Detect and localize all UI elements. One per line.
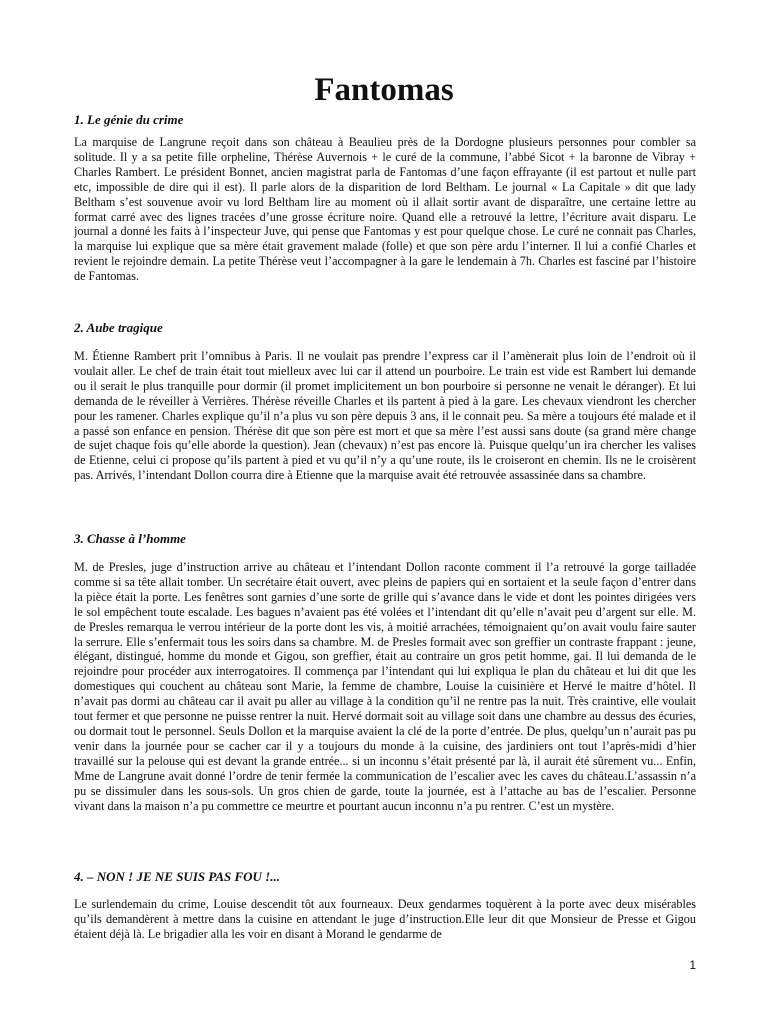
page-number: 1 (689, 958, 696, 972)
section-heading-1: 1. Le génie du crime (74, 112, 184, 127)
document-title: Fantomas (314, 72, 454, 108)
section-paragraph-2: M. Étienne Rambert prit l’omnibus à Paris. Il ne voulait pas prendre l’express car il l’amènerait plus loin de l’endroit où il voulait aller. Le chef de train était tout mielleux avec lui car il attend un pourboire. Le train est vide est Rambert lui demande ou il serait le plus tranquille pour dormir (il promet implicitement un bon pourboire si personne ne venait le déranger). Et lui demanda de le réveiller à Verrières. Thérèse réveille Charles et ils partent à pied à la gare. Les chevaux viendront les chercher pour les ramener. Charles explique qu’il n’a plus vu son père depuis 3 ans, il le connait peu. Sa mère a toujours été malade et il a passé son enfance en pension. Thérèse dit que son père est mort et que sa mère l’est aussi sans doute (sa grand mère change de sujet chaque fois qu’elle aborde la question). Jean (chevaux) n’est pas encore là. Puisque quelqu’un ira chercher les valises de Etienne, celui ci propose qu’ils partent à pied et vu qu’il n’y a qu’une route, ils le croiseront en chemin. Ils ne le croisèrent pas. Arrivés, l’intendant Dollon courra dire à Etienne que la marquise avait été retrouvée assassinée dans sa chambre. (74, 349, 696, 483)
section-paragraph-4: Le surlendemain du crime, Louise descendit tôt aux fourneaux. Deux gendarmes toquèrent à la porte avec deux misérables qu’ils demandèrent à mettre dans la cuisine en attendant le juge d’instruction.Elle leur dit que Monsieur de Presse et Gigou étaient déjà là. Le brigadier alla les voir en disant à Morand le gendarme de (74, 897, 696, 941)
section-heading-3: 3. Chasse à l’homme (74, 531, 186, 546)
section-heading-2: 2. Aube tragique (74, 320, 163, 335)
section-heading-4: 4. – NON ! JE NE SUIS PAS FOU !... (74, 869, 280, 884)
section-paragraph-1: La marquise de Langrune reçoit dans son château à Beaulieu près de la Dordogne plusieurs personnes pour combler sa solitude. Il y a sa petite fille orpheline, Thérèse Auvernois + le curé de la commune, l’abbé Sicot + la baronne de Vibray + Charles Rambert. Le président Bonnet, ancien magistrat parla de Fantomas d’une façon effrayante (il est partout et nulle part etc, impossible de dire qui il est). Il parle alors de la disparition de lord Beltham. Le journal « La Capitale » dit que lady Beltham s’est souvenue avoir vu lord Beltham lire au moment où il allait sortir avant de disparaître, une certaine lettre au format carré avec des lignes tracées d’une grosse écriture noire. Quand elle a retrouvé la lettre, l’écriture avait disparu. Le journal a donné les faits à l’inspecteur Juve, qui pense que Fantomas y est pour quelque chose. Le curé ne connait pas Charles, la marquise lui explique que sa mère était gravement malade (folle) et que son père ardu l’interner. Il lui a confié Charles et revient le rejoindre demain. La petite Thérèse veut l’accompagner à la gare le lendemain à 7h. Charles est fasciné par l’histoire de Fantomas. (74, 135, 696, 284)
section-paragraph-3: M. de Presles, juge d’instruction arrive au château et l’intendant Dollon raconte comment il l’a retrouvé la gorge tailladée comme si sa tête allait tomber. Un secrétaire était ouvert, avec pleins de papiers qui en sortaient et la seule façon d’entrer dans la pièce était la porte. Les fenêtres sont garnies d’une sorte de grille qui s’avance dans le vide et dont les pointes dirigées vers le sol empêchent toute escalade. Les bagues n’avaient pas été volées et l’intendant dit qu’elle n’avait peu d’argent sur elle. M. de Presles remarqua le verrou intérieur de la porte dont les vis, à moitié arrachées, témoignaient qu’on avait voulu faire sauter la serrure. Elle s’enfermait tous les soirs dans sa chambre. M. de Presles formait avec son greffier un contraste frappant : jeune, élégant, distingué, homme du monde et Gigou, son greffier, était au contraire un gros petit homme, gai. Il lui demanda de le rejoindre pour procéder aux interrogatoires. Il commença par l’intendant qui lui expliqua le plan du château et lui dit que les domestiques qui couchent au château sont Marie, la femme de chambre, Louise la cuisinière et Hervé le maitre d’hôtel. Il n’avait pas dormi au château car il avait pu aller au village à la condition qu’il ne rentre pas la nuit. Très craintive, elle voulait tout fermer et que personne ne puisse rentrer la nuit. Hervé dormait soit au village soit dans une chambre au dessus des écuries, ou dormait tout le personnel. Seuls Dollon et la marquise avaient la clé de la porte d’entrée. De plus, quelqu’un n’aurait pas pu venir dans la journée pour se cacher car il y a toujours du monde à la cuisine, des jardiniers ont tout l’après-midi d’hier travaillé sur la pelouse qui est devant la grande entrée... si un inconnu s’était présenté par là, il aurait été sûrement vu... Enfin, Mme de Langrune avait donné l’ordre de tenir fermée la communication de l’escalier avec les caves du château.L’assassin n’a pu se dissimuler dans les sous-sols. Un gros chien de garde, toute la journée, est à l’attache au bas de l’escalier. Personne vivant dans la maison n’a pu commettre ce meurtre et pourtant aucun inconnu n’a pu rentrer. C’est un mystère. (74, 560, 696, 813)
